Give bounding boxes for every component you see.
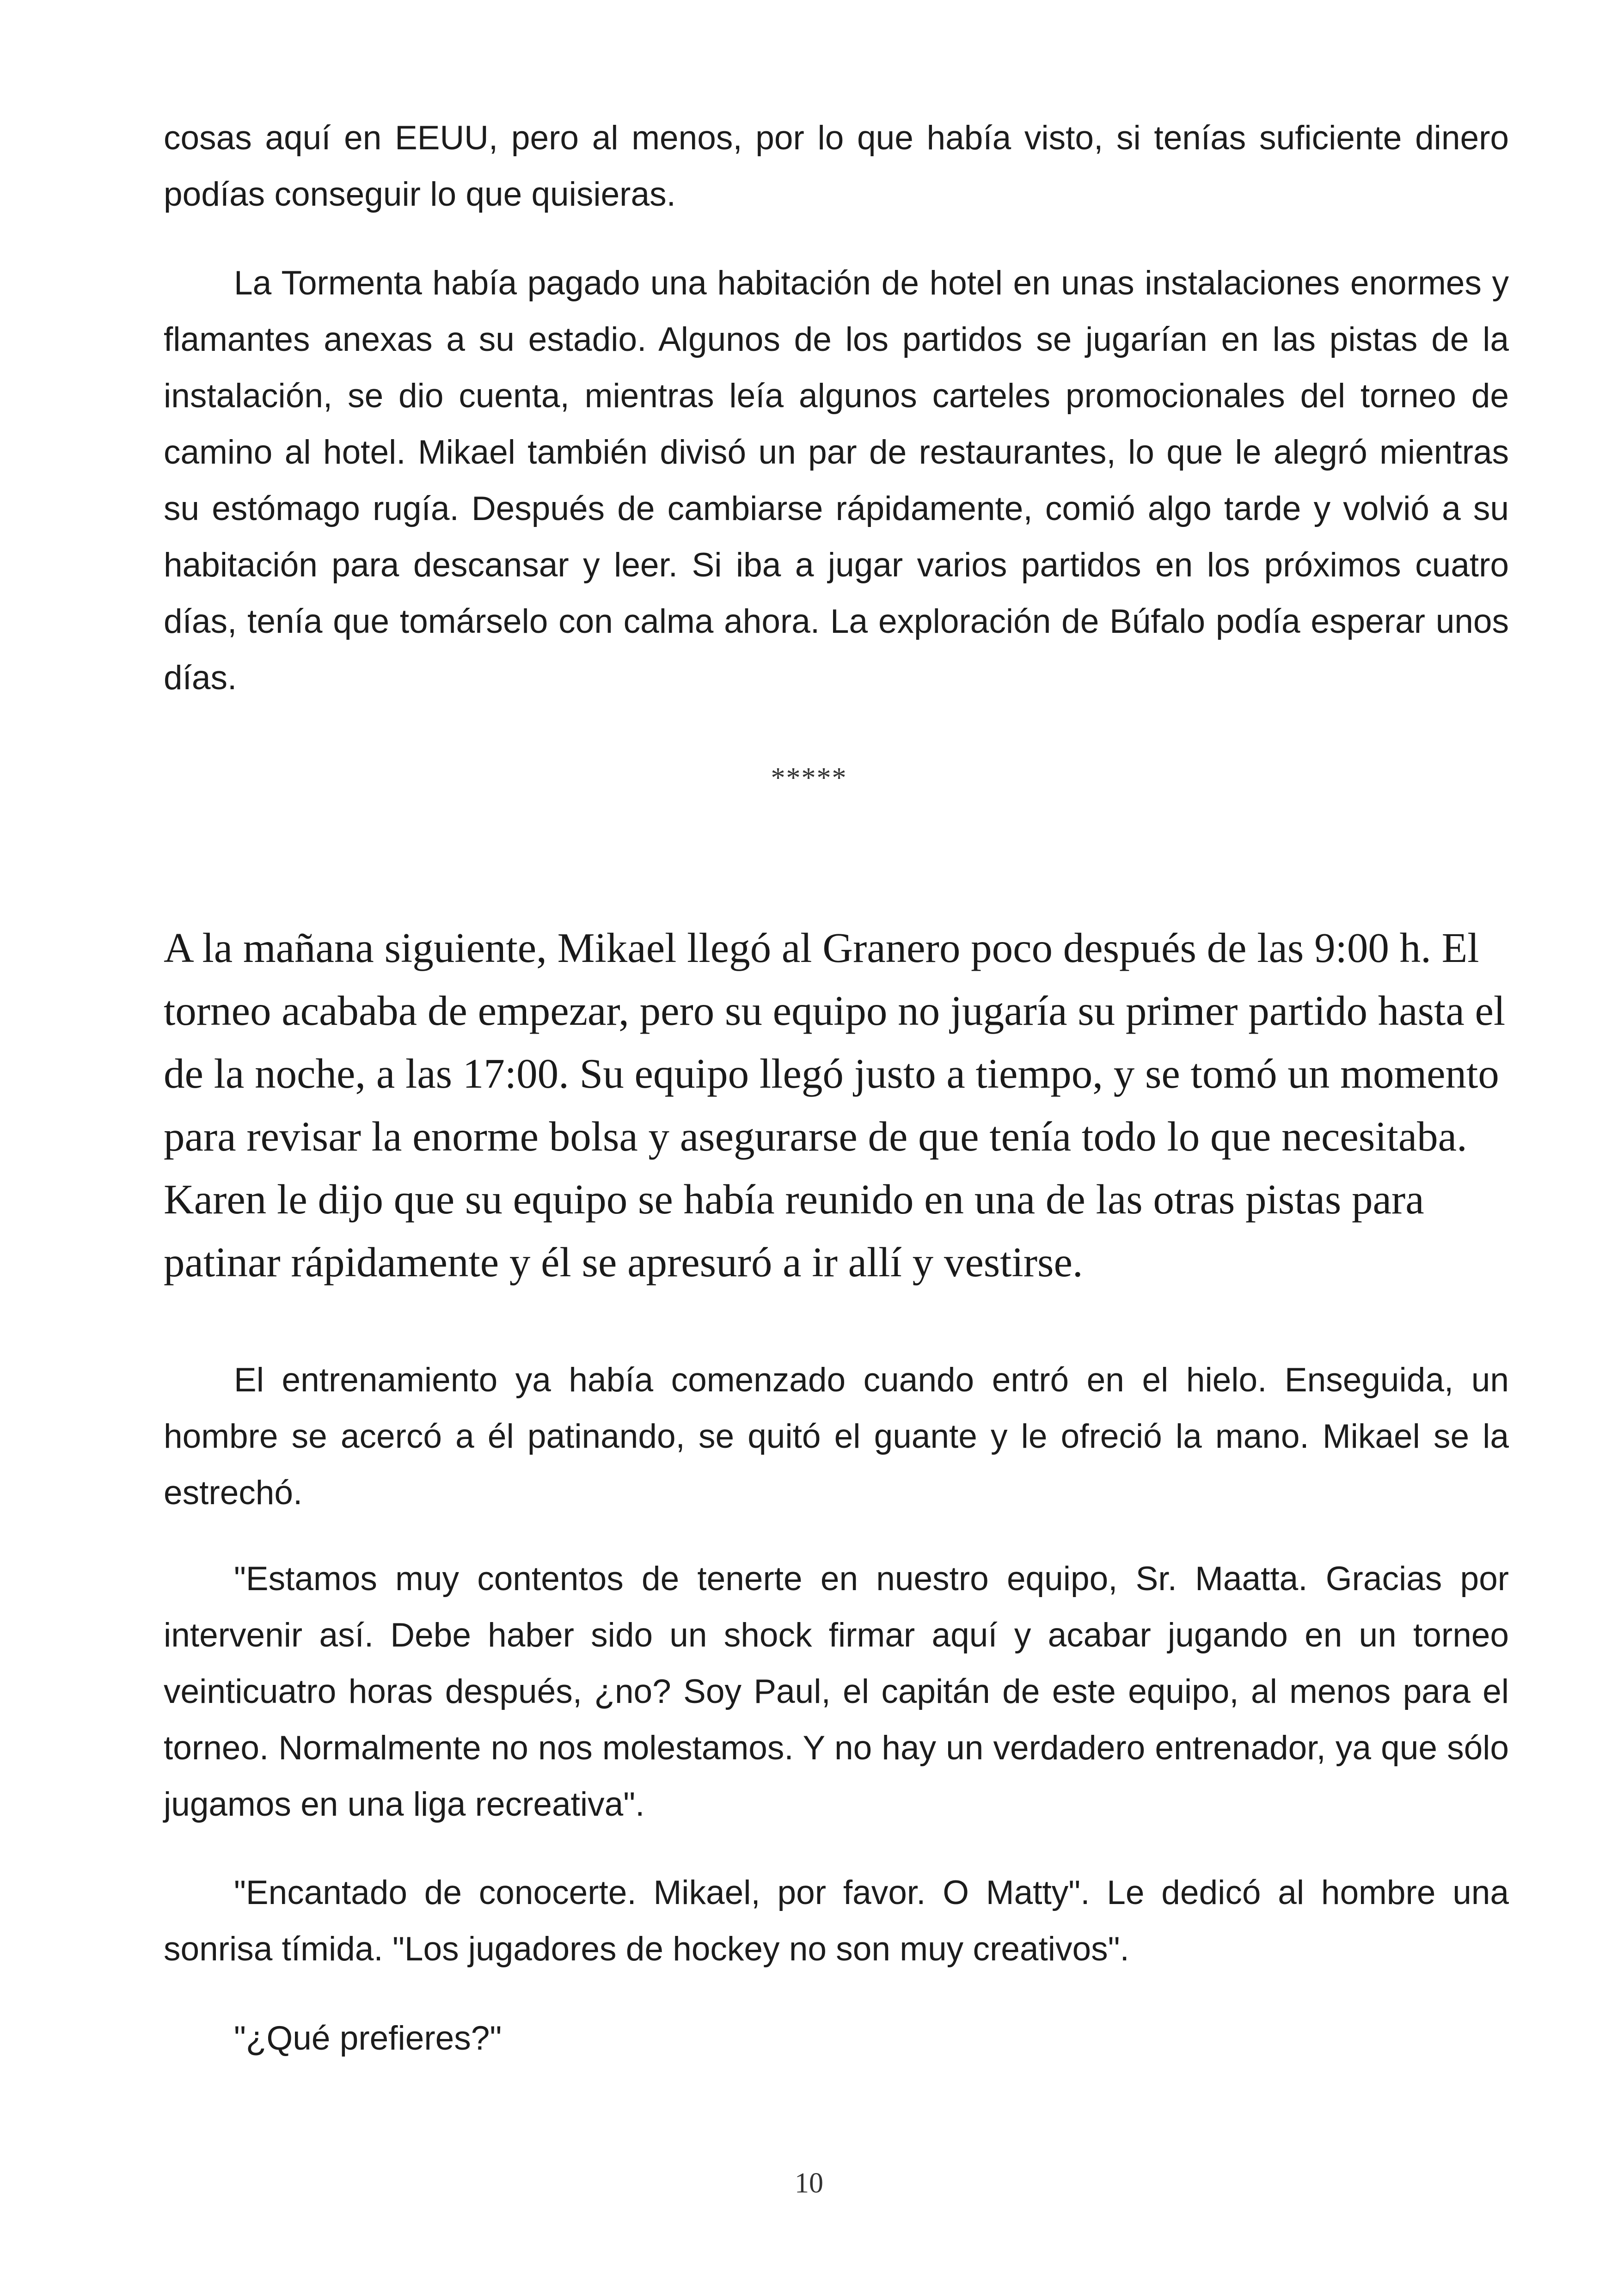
paragraph-mikael-dialogue: "Encantado de conocerte. Mikael, por favor. O Matty". Le dedicó al hombre una sonrisa tímida. "Los jugadores de hockey no son muy creativos". bbox=[164, 1874, 1509, 1968]
paragraph-question: "¿Qué prefieres?" bbox=[234, 2020, 502, 2057]
paragraph-hotel: La Tormenta había pagado una habitación de hotel en unas instalaciones enormes y flamantes anexas a su estadio. Algunos de los partidos se jugarían en las pistas de la instalación, se dio cuenta, mientras leía algunos carteles promocionales del torneo de camino al hotel. Mikael también divisó un par de restaurantes, lo que le alegró mientras su estómago rugía. Después de cambiarse rápidamente, comió algo tarde y volvió a su habitación para descansar y leer. Si iba a jugar varios partidos en los próximos cuatro días, tenía que tomárselo con calma ahora. La exploración de Búfalo podía esperar unos días. bbox=[164, 264, 1509, 697]
paragraph-continuation: cosas aquí en EEUU, pero al menos, por lo que había visto, si tenías suficiente dinero podías conseguir lo que quisieras. bbox=[164, 119, 1509, 213]
paragraph-training: El entrenamiento ya había comenzado cuando entró en el hielo. Enseguida, un hombre se acercó a él patinando, se quitó el guante y le ofreció la mano. Mikael se la estrechó. bbox=[164, 1361, 1509, 1512]
paragraph-next-morning: A la mañana siguiente, Mikael llegó al Granero poco después de las 9:00 h. El torneo acababa de empezar, pero su equipo no jugaría su primer partido hasta el de la noche, a las 17:00. Su equipo llegó justo a tiempo, y se tomó un momento para revisar la enorme bolsa y asegurarse de que tenía todo lo que necesitaba. Karen le dijo que su equipo se había reunido en una de las otras pistas para patinar rápidamente y él se apresuró a ir allí y vestirse. bbox=[164, 925, 1506, 1286]
section-separator: ***** bbox=[771, 762, 847, 794]
page-number: 10 bbox=[795, 2167, 823, 2199]
paragraph-paul-dialogue: "Estamos muy contentos de tenerte en nuestro equipo, Sr. Maatta. Gracias por intervenir así. Debe haber sido un shock firmar aquí y acabar jugando en un torneo veinticuatro horas después, ¿no? Soy Paul, el capitán de este equipo, al menos para el torneo. Normalmente no nos molestamos. Y no hay un verdadero entrenador, ya que sólo jugamos en una liga recreativa". bbox=[164, 1560, 1509, 1823]
